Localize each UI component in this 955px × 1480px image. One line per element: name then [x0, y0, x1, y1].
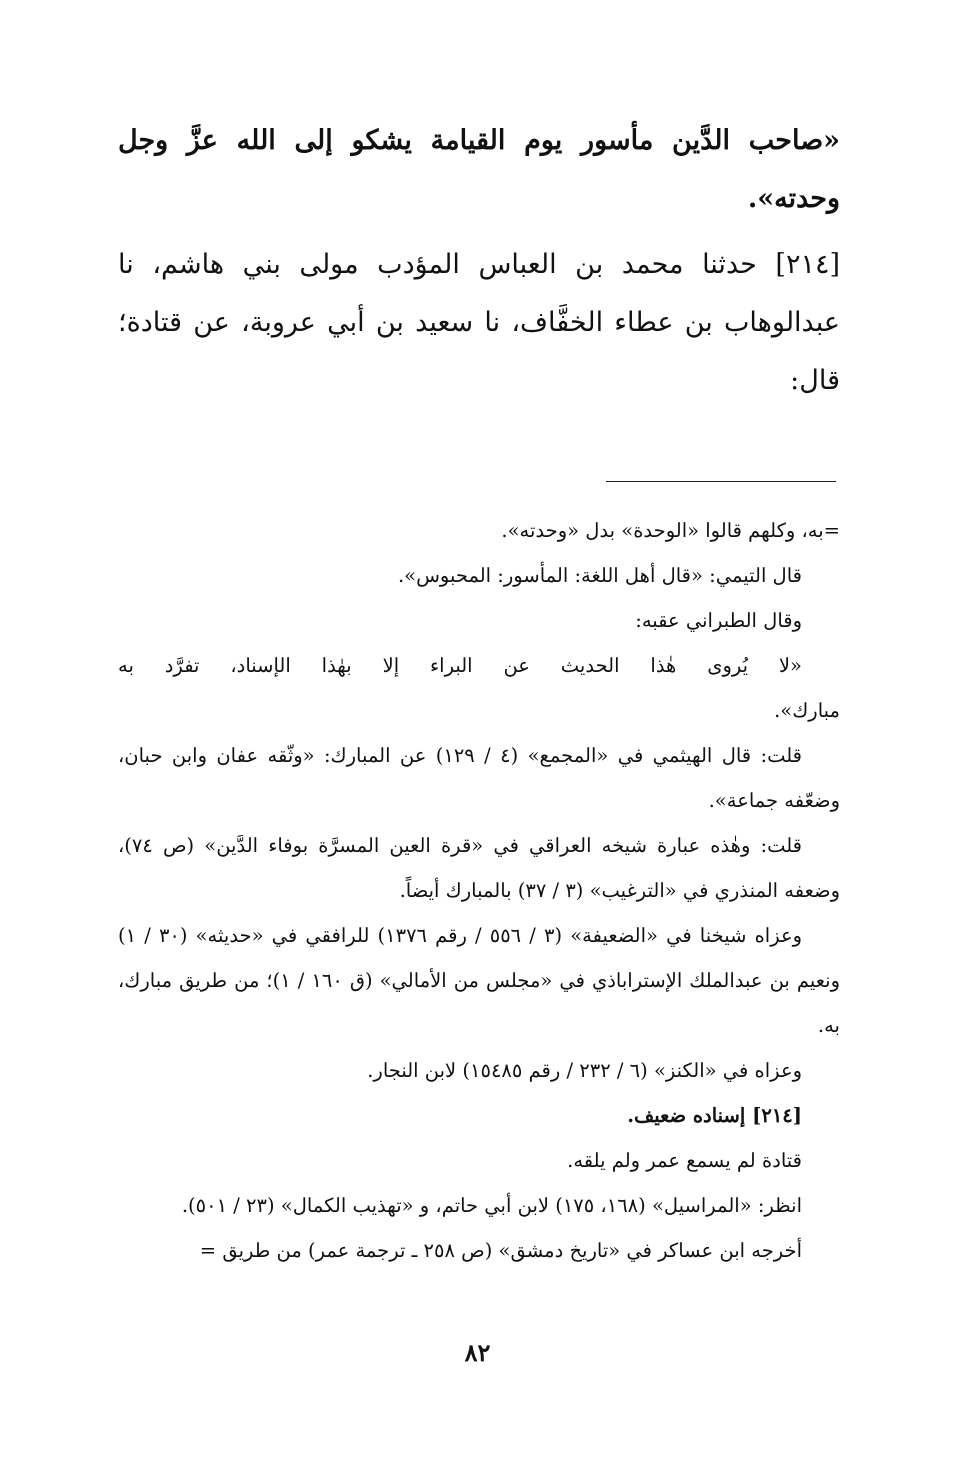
- footnote-line: وعزاه شيخنا في «الضعيفة» (٣ / ٥٥٦ / رقم ١٣٧٦) للرافقي في «حديثه» (٣٠ / ١) ونعيم بن عبدالملك الإستراباذي في «مجلس من الأمالي» (ق ١٦٠ / ١)؛ من طريق مبارك، به.: [118, 924, 841, 1037]
- main-text-block: [118, 112, 840, 410]
- footnote-line: قتادة لم يسمع عمر ولم يلقه.: [567, 1149, 802, 1172]
- footnotes-block: [118, 508, 840, 1273]
- page-number: ٨٢: [464, 1338, 491, 1367]
- footnote-line: قلت: قال الهيثمي في «المجمع» (٤ / ١٢٩) عن المبارك: «وثّقه عفان وابن حبان، وضعّفه جماعة».: [118, 744, 840, 812]
- footnote-separator: [606, 481, 836, 482]
- footnote-line: انظر: «المراسيل» (١٦٨، ١٧٥) لابن أبي حاتم، و «تهذيب الكمال» (٢٣ / ٥٠١).: [181, 1194, 802, 1217]
- footnote-line: وقال الطبراني عقبه:: [635, 609, 802, 632]
- footnote-line: قلت: وهٰذه عبارة شيخه العراقي في «قرة العين المسرَّة بوفاء الدَّين» (ص ٧٤)، وضعفه المنذري في «الترغيب» (٣ / ٣٧) بالمبارك أيضاً.: [118, 834, 840, 902]
- footnote-line: «لا يُروى هٰذا الحديث عن البراء إلا بهٰذا الإسناد، تفرَّد به: [118, 654, 802, 677]
- hadith-chain-paragraph: [٢١٤] حدثنا محمد بن العباس المؤدب مولى بني هاشم، نا عبدالوهاب بن عطاء الخفَّاف، نا سعيد بن أبي عروبة، عن قتادة؛ قال:: [118, 249, 840, 396]
- hadith-quote: «صاحب الدَّين مأسور يوم القيامة يشكو إلى الله عزَّ وجل وحدته».: [118, 125, 840, 214]
- footnote-line: =به، وكلهم قالوا «الوحدة» بدل «وحدته».: [501, 519, 840, 542]
- footnote-line: مبارك».: [774, 699, 840, 722]
- footnote-line: أخرجه ابن عساكر في «تاريخ دمشق» (ص ٢٥٨ ـ ترجمة عمر) من طريق =: [199, 1239, 802, 1262]
- footnote-line: قال التيمي: «قال أهل اللغة: المأسور: المحبوس».: [397, 564, 802, 587]
- footnote-heading: [٢١٤] إسناده ضعيف.: [627, 1104, 802, 1127]
- footnote-line: وعزاه في «الكنز» (٦ / ٢٣٢ / رقم ١٥٤٨٥) لابن النجار.: [367, 1059, 802, 1082]
